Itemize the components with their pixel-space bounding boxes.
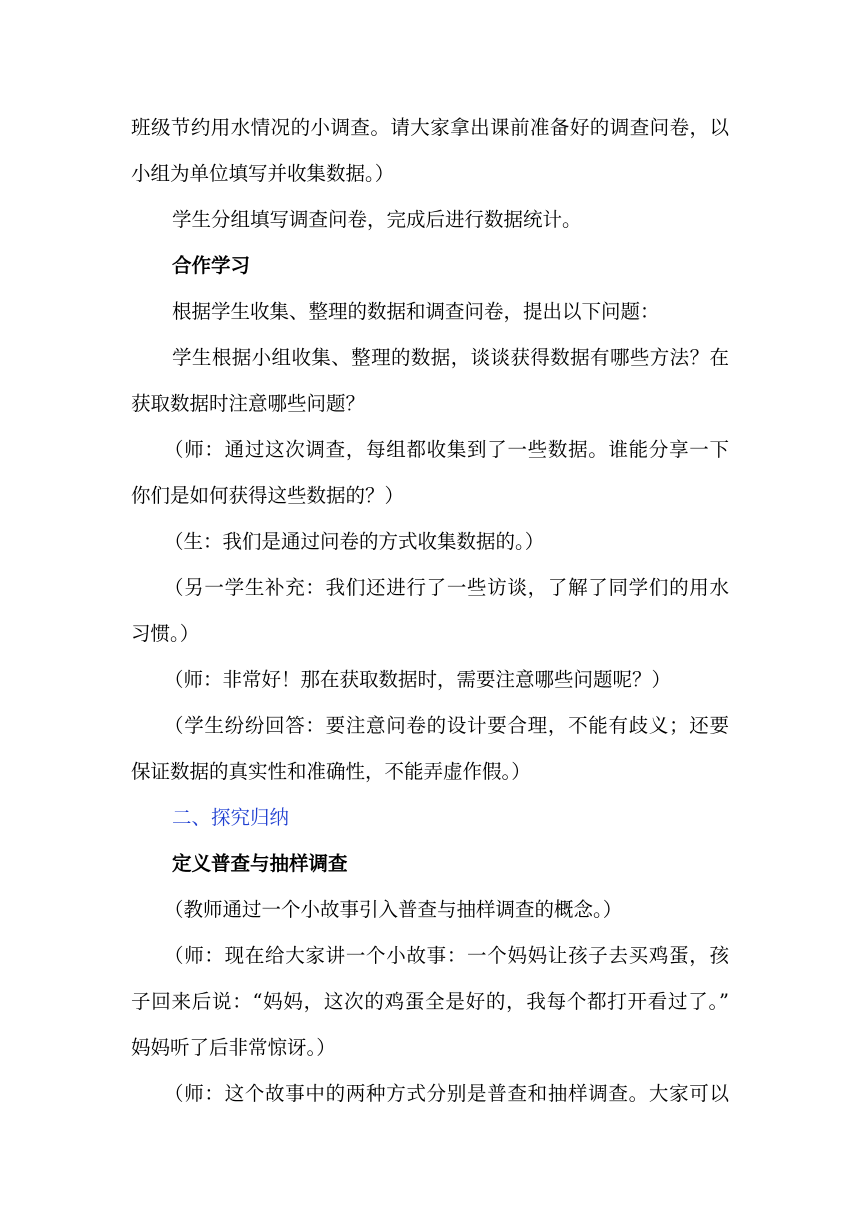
paragraph-line: （另一学生补充：我们还进行了一些访谈，了解了同学们的用水 xyxy=(164,576,729,599)
paragraph-line: 小组为单位填写并收集数据。） xyxy=(131,162,395,185)
paragraph-line: 子回来后说：“妈妈，这次的鸡蛋全是好的，我每个都打开看过了。” xyxy=(131,990,729,1013)
paragraph-line: 根据学生收集、整理的数据和调查问卷，提出以下问题： xyxy=(172,300,660,323)
paragraph-line: 妈妈听了后非常惊讶。） xyxy=(131,1036,336,1059)
paragraph-line: （生：我们是通过问卷的方式收集数据的。） xyxy=(164,530,545,553)
section-heading-explore-summarize: 二、探究归纳 xyxy=(172,806,290,829)
paragraph-line: 你们是如何获得这些数据的？） xyxy=(131,484,405,507)
paragraph-line: （师：非常好！那在获取数据时，需要注意哪些问题呢？） xyxy=(164,668,672,691)
section-heading-census-sampling: 定义普查与抽样调查 xyxy=(172,852,348,875)
paragraph-line: （学生纷纷回答：要注意问卷的设计要合理，不能有歧义；还要 xyxy=(164,714,729,737)
paragraph-line: 学生分组填写调查问卷，完成后进行数据统计。 xyxy=(172,208,582,231)
paragraph-line: 习惯。） xyxy=(131,622,200,645)
paragraph-line: 学生根据小组收集、整理的数据，谈谈获得数据有哪些方法？在 xyxy=(172,346,729,369)
paragraph-line: 保证数据的真实性和准确性，不能弄虚作假。） xyxy=(131,760,531,783)
paragraph-line: （师：通过这次调查，每组都收集到了一些数据。谁能分享一下 xyxy=(164,438,729,461)
paragraph-line: 班级节约用水情况的小调查。请大家拿出课前准备好的调查问卷，以 xyxy=(131,116,729,139)
paragraph-line: （师：现在给大家讲一个小故事：一个妈妈让孩子去买鸡蛋，孩 xyxy=(164,944,729,967)
paragraph-line: 获取数据时注意哪些问题？ xyxy=(131,392,366,415)
paragraph-line: （师：这个故事中的两种方式分别是普查和抽样调查。大家可以 xyxy=(164,1082,729,1105)
section-heading-cooperative-learning: 合作学习 xyxy=(172,254,251,277)
paragraph-line: （教师通过一个小故事引入普查与抽样调查的概念。） xyxy=(164,898,623,921)
